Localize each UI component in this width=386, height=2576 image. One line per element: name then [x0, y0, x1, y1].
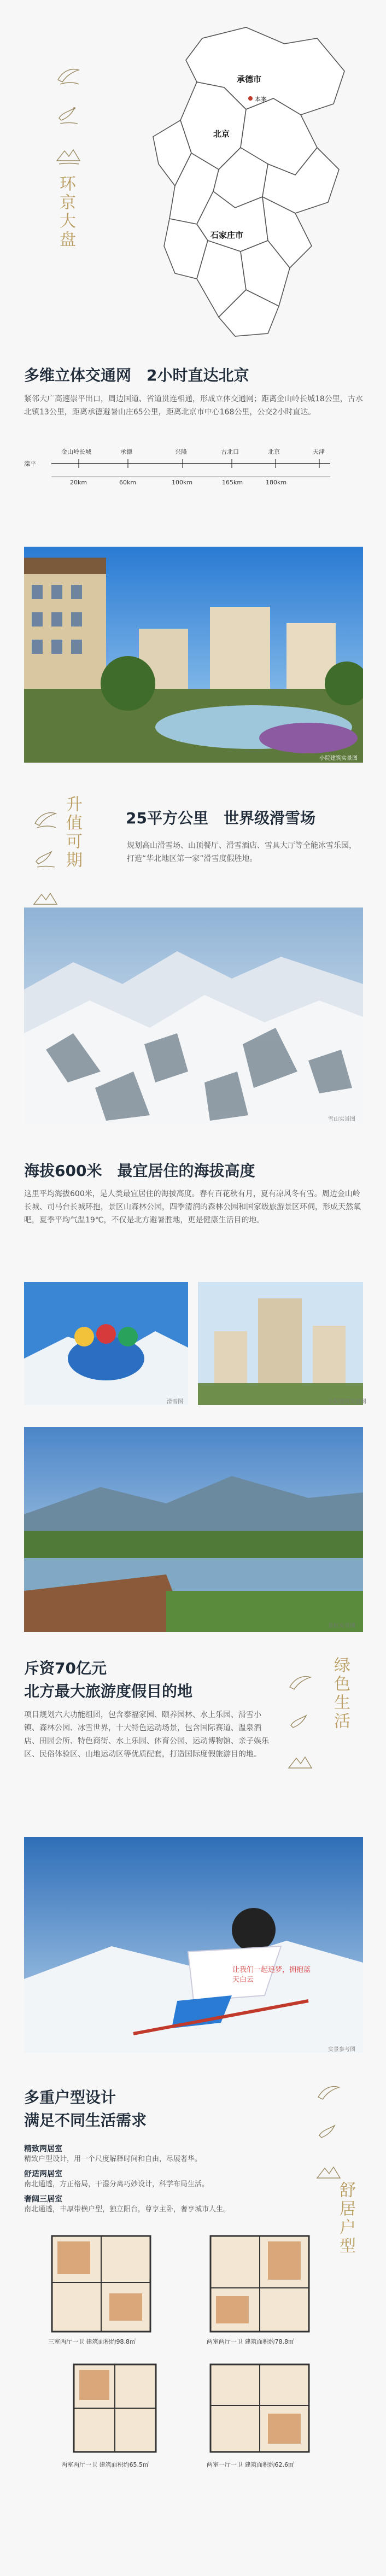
lake-photo: [24, 1427, 363, 1632]
route-start-label: 滦平: [24, 460, 36, 467]
map-city-beijing: 北京: [213, 129, 230, 139]
route-diagram: [24, 443, 352, 492]
crane-emblem-icon: [52, 99, 83, 130]
apartments-photo: [198, 1282, 363, 1405]
route-distance: 165km: [222, 479, 243, 486]
brand-logo-icon: [313, 2077, 343, 2108]
route-distance: 100km: [172, 479, 193, 486]
route-stop: 北京: [268, 448, 280, 455]
route-distance: 60km: [119, 479, 137, 486]
crane-emblem-icon: [30, 843, 60, 874]
floor-plan-caption: 两室两厅一卫 建筑面积约65.5㎡: [61, 2461, 149, 2468]
green-emblem-column: [284, 1667, 315, 1777]
units-heading-2: 满足不同生活需求: [24, 2111, 147, 2129]
route-distance: 20km: [70, 479, 87, 486]
floor-plan-caption: 两室两厅一卫 建筑面积约78.8㎡: [207, 2338, 294, 2345]
ski-text: 规划高山滑雪场、山顶餐厅、滑雪酒店、雪具大厅等全能冰雪乐园，打造“华北地区第一家”滑雪度假胜地。: [127, 841, 356, 863]
unit-type-desc: 精致户型设计，用一个尺度解释时间和自由，尽展奢华。: [24, 2155, 202, 2163]
floor-plan-caption: 两室一厅一卫 建筑面积约62.6㎡: [207, 2461, 294, 2468]
emblem-title-green: 绿色生活: [331, 1656, 350, 1731]
floor-plan: [208, 2362, 312, 2455]
floor-plan-caption: 三室两厅一卫 建筑面积约98.8㎡: [48, 2338, 136, 2345]
brand-logo-icon: [52, 60, 83, 91]
calligraphy-text: 让我们一起追梦，拥抱蓝天白云: [232, 1966, 311, 1984]
altitude-text: 这里平均海拔600米，是人类最宜居住的海拔高度。春有百花秋有月，夏有凉风冬有雪。周边金山岭长城、司马台长城环抱，景区山森林公园，四季清润的森林公园和国家级旅游景区环伺，形成天然氧吧，夏季平均气温19℃，不仅是北方避暑胜地，更是健康生活目的地。: [24, 1190, 361, 1225]
transport-heading: 多维立体交通网 2小时直达北京: [24, 366, 249, 384]
brand-logo-icon: [30, 804, 60, 834]
floor-plan: [71, 2362, 159, 2455]
snow-mountain-photo: [24, 908, 363, 1123]
route-stop: 古北口: [221, 448, 239, 455]
unit-type-desc: 南北通透，方正格局，干湿分离巧妙设计，科学布局生活。: [24, 2180, 209, 2188]
ski-heading: 25平方公里 世界级滑雪场: [126, 809, 315, 827]
top-emblem-column: [52, 60, 83, 169]
route-stop: 金山岭长城: [61, 448, 91, 455]
altitude-heading: 海拔600米 最宜居住的海拔高度: [24, 1162, 255, 1180]
living-emblem-column: [313, 2077, 343, 2187]
skier-photo: [24, 1837, 363, 2053]
map-city-shijiazhuang: 石家庄市: [210, 230, 244, 240]
caption-lake: 景区实景图: [328, 1623, 355, 1629]
caption-snow-mountain: 雪山实景图: [328, 1116, 355, 1122]
route-stop: 天津: [313, 448, 325, 455]
floor-plan: [208, 2233, 312, 2334]
units-heading-1: 多重户型设计: [24, 2088, 116, 2106]
mountain-emblem-icon: [284, 1746, 315, 1777]
ski-kids-photo: [24, 1282, 188, 1405]
unit-types-list: [24, 2143, 286, 2215]
tourism-heading-2: 北方最大旅游度假目的地: [24, 1682, 193, 1700]
unit-type-desc: 南北通透，丰厚带横户型，独立阳台，尊享主卧，奢享城市人生。: [24, 2205, 231, 2214]
emblem-title-living: 舒居户型: [336, 2181, 355, 2256]
emblem-title-top: 环京大盘: [56, 175, 75, 249]
unit-type-name: 舒适两居室: [24, 2170, 62, 2179]
map-marker-label: 本案: [255, 96, 267, 103]
crane-emblem-icon: [284, 1707, 315, 1737]
tourism-heading-1: 斥资70亿元: [24, 1659, 107, 1677]
regional-map: [137, 22, 366, 344]
emblem-title-value: 升值可期: [63, 795, 82, 870]
crane-emblem-icon: [313, 2117, 343, 2147]
unit-type-name: 奢阔三居室: [24, 2195, 62, 2204]
mountain-emblem-icon: [52, 139, 83, 169]
map-city-chengde: 承德市: [237, 74, 262, 84]
caption-hotel: 小院建筑实景图: [319, 756, 358, 762]
caption-ski-kids: 滑雪图: [167, 1399, 183, 1405]
caption-apartments: 小院建筑实景图: [328, 1399, 366, 1405]
transport-text: 紧邻大广高速崇平出口，周边国道、省道贯连相通，形成立体交通网；距离金山岭长城18公里，古水北镇13公里，距离承德避暑山庄65公里，距离北京市中心168公里，公交2小时直达。: [24, 395, 363, 417]
unit-type-name: 精致两居室: [24, 2145, 62, 2153]
tourism-text: 项目规划六大功能组团，包含泰福家园、颐养园林、水上乐园、滑雪小镇、森林公园、冰雪世界，十大特色运动场景，包含国际赛道、温泉酒店、田园会所、特色商街、水上乐园、体育公园、运动博物馆、亲子娱乐区、民俗体验区、山地运动区等优质配套，打造国际度假旅游目的地。: [24, 1711, 269, 1759]
route-distance: 180km: [266, 479, 287, 486]
route-stop: 承德: [120, 448, 132, 455]
caption-skier: 实景参考图: [328, 2047, 355, 2053]
route-stop: 兴隆: [175, 448, 187, 455]
brand-logo-icon: [284, 1667, 315, 1698]
hotel-courtyard-photo: [24, 547, 363, 763]
value-emblem-column: [30, 804, 60, 913]
floor-plan: [49, 2233, 153, 2334]
